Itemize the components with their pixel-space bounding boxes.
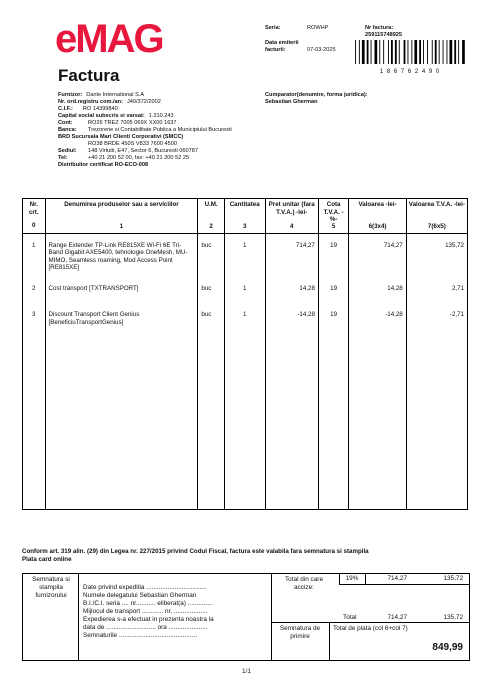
col-header-vat-value: Valoarea T.V.A. -lei- 7(6x5): [406, 199, 467, 234]
receiver-signature: Semnatura de primire: [279, 625, 321, 640]
barcode-bar: [371, 40, 372, 64]
table-row: 1 Range Extender TP-Link RE815XE Wi-Fi 6E Tri-Band Gigabit AXE5400, tehnologie OneMesh, MU-MIMO, Seamless roaming, Mod Access Point [RE815XE] buc 1 714,27 19 714,27 135,72: [23, 233, 468, 283]
barcode-bar: [367, 40, 369, 64]
barcode-bar: [414, 40, 417, 64]
distributor: Distribuitor certificat RO-ECO-008: [58, 162, 149, 168]
barcode-bar: [379, 40, 380, 64]
client-block: Cumparator(denumire, forma juridica): Sebastian Gherman: [265, 92, 465, 106]
logo-text: eMAG: [55, 18, 163, 58]
items-table: [22, 198, 468, 510]
bank2: BRD Sucursala Mari Clienti Corporativi (SMCC): [58, 134, 184, 140]
barcode-bar: [427, 40, 428, 64]
barcode-bar: [388, 40, 389, 64]
table-row: 3 Discount Transport Client Genius [BeneficiuTransportGenius] buc 1 -14,28 19 -14,28 -2,71: [23, 309, 468, 509]
barcode-bar: [443, 40, 444, 64]
page-title: Factura: [58, 66, 120, 85]
barcode-bar: [423, 40, 424, 64]
legal-note: [22, 548, 472, 564]
barcode-bar: [432, 40, 433, 64]
legal-note-text: Conform art. 319 alin. (29) din Legea nr. 227/2015 privind Codul Fiscal, factura este valabila fara semnatura si stampila: [22, 548, 369, 555]
invoice-date: 07-03-2025: [307, 47, 336, 53]
invoice-number: 259115748925: [365, 32, 403, 38]
barcode-bar: [411, 40, 412, 64]
col-header-um: U.M. 2: [198, 199, 225, 234]
col-header-qty: Cantitatea 3: [224, 199, 265, 234]
barcode-bar: [447, 40, 448, 64]
bank2-account: RO38 BRDE 450S V833 7600 4500: [88, 141, 177, 147]
barcode-bar: [395, 40, 397, 64]
barcode-bar: [391, 40, 393, 64]
barcode-bar: [454, 40, 456, 64]
barcode-bar: [458, 40, 459, 64]
barcode-bar: [383, 40, 384, 64]
total-row-label: Total: [343, 614, 357, 621]
barcode-bars: [355, 40, 465, 64]
barcode-bar: [435, 40, 437, 64]
barcode-bar: [355, 40, 356, 64]
footer-box: [22, 573, 470, 661]
barcode-bar: [399, 40, 400, 64]
payment-method: Plata card online: [22, 556, 72, 563]
col-header-vat-rate: Cota T.V.A. -%- 5: [318, 199, 348, 234]
total-pay-label: Total de plata (col 6+col 7): [333, 625, 408, 632]
barcode-bar: [359, 40, 360, 64]
total-value: 714,27: [387, 614, 407, 621]
col-header-desc: Denumirea produselor sau a serviciilor 1: [45, 199, 198, 234]
barcode-bar: [404, 40, 406, 64]
barcode-digits: 1 8 6 7 6 2 4 9 0: [379, 69, 441, 75]
barcode: [355, 40, 465, 74]
emag-logo: [55, 18, 175, 58]
supplier-block: Furnizor: Dante International S.A Nr. ord.registru com./an: J40/372/2002 C.I.F.: RO 14399840 Capital social subscris si varsat: 1.310.243 Cont: RO26 TREZ 7005 069X XX00 1637 Banca: Trezorerie si Contabilitate Publica a Municipiului Bucuresti BRD Sucursala Mari Clienti Corporativi (SMCC) RO38 BRDE 450S V833 7600 4500 Sediul: 148 Virtutii, E47, Sector 6, Bucuresti 060787 Tel: +40 21 200 52 00, fax: +40 21 200 52 25 Distribuitor certificat RO-ECO-008: [58, 92, 258, 169]
col-header-nr: Nr. crt. 0: [23, 199, 46, 234]
client-name: Sebastian Gherman: [265, 99, 318, 105]
vat-rate: 19%: [345, 575, 359, 582]
expedition-info: Date privind expeditia .................................. Numele delegatului Sebastian Gherman B.I./C.I. seria .... nr........... eliberat(a) .............. Mijlocul de transport ............ nr. ................... Expedierea s-a efectuat in prezenta noastra la data de ............................ ora ...................... Semnaturile ............................................: [83, 584, 214, 639]
barcode-bar: [408, 40, 409, 64]
vat-base: 714,27: [387, 575, 407, 582]
supplier-signature: Semnatura si stampila furnizorului: [32, 576, 70, 599]
vat-amount: 135,72: [443, 575, 463, 582]
total-label: Total din care accize:: [284, 576, 323, 591]
barcode-bar: [375, 40, 378, 64]
total-vat: 135,72: [443, 614, 463, 621]
barcode-bar: [362, 40, 365, 64]
col-header-value: Valoarea -lei- 6(3x4): [349, 199, 406, 234]
barcode-bar: [462, 40, 465, 64]
barcode-bar: [439, 40, 440, 64]
table-row: 2 Cost transport [TXTRANSPORT] buc 1 14,28 19 14,28 2,71: [23, 283, 468, 309]
page-number: 1/1: [242, 668, 251, 675]
col-header-price: Pret unitar (fara T.V.A.) -lei- 4: [265, 199, 318, 234]
total-pay: 849,99: [432, 642, 463, 653]
barcode-bar: [419, 40, 421, 64]
barcode-bar: [450, 40, 453, 64]
